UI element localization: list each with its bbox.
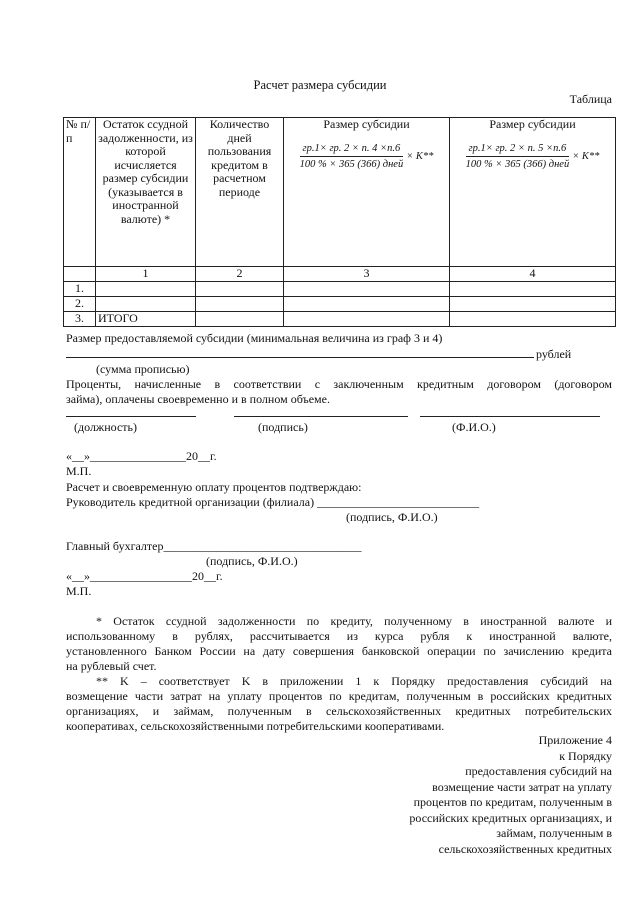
date-field-2: «__»_________________20__г. — [66, 569, 223, 583]
footnote-2 — [66, 674, 612, 734]
interest-paid-line: займа), оплачены своевременно и в полном объеме. — [66, 392, 330, 406]
appendix-line: Приложение 4 — [538, 733, 612, 747]
accountant-signature-caption: (подпись, Ф.И.О.) — [206, 554, 298, 568]
footnote-1-line: на рублевый счет. — [66, 659, 157, 673]
rubles-label: рублей — [536, 347, 572, 361]
header-balance: Остаток ссудной задолженности, из которой исчисляется размер субсидии (указывается в иностранной валюте) * — [96, 118, 196, 267]
appendix-line: российских кредитных организациях, и — [409, 810, 612, 825]
header-subsidy-3-label: Размер субсидии — [323, 117, 410, 131]
row-cell — [196, 296, 284, 311]
header-subsidy-3 — [284, 118, 450, 267]
col-number-empty — [64, 267, 96, 282]
row-num: 1. — [64, 281, 96, 296]
footnote-2-line: кооперативах, сельскохозяйственными потребительскими кооперативами. — [66, 719, 445, 733]
page-title: Расчет размера субсидии — [253, 78, 387, 92]
formula-col3-numerator: гр.1× гр. 2 × п. 4 ×п.6 — [300, 142, 404, 158]
interest-paid-line: Проценты, начисленные в соответствии с заключенным кредитным договором (договором — [66, 377, 612, 391]
stamp-place-1: М.П. — [66, 464, 92, 478]
header-num: № п/п — [64, 118, 96, 267]
appendix-line: займам, полученным в — [496, 826, 612, 840]
subsidy-table — [63, 117, 616, 327]
position-line — [66, 416, 196, 417]
interest-paid-statement — [66, 377, 612, 407]
formula-col3-factor: × K** — [406, 150, 434, 162]
header-subsidy-4 — [450, 118, 616, 267]
signature-line — [234, 416, 408, 417]
col-number: 4 — [450, 267, 616, 282]
amount-in-words-caption: (сумма прописью) — [96, 362, 190, 376]
fio-line — [420, 416, 600, 417]
formula-col4-factor: × K** — [572, 150, 600, 162]
appendix-header — [409, 733, 612, 857]
col-number: 2 — [196, 267, 284, 282]
stamp-place-2: М.П. — [66, 584, 92, 598]
confirmation-text: Расчет и своевременную оплату процентов подтверждаю: — [66, 480, 362, 494]
fio-caption: (Ф.И.О.) — [452, 420, 496, 434]
row-cell — [96, 296, 196, 311]
footnote-1-line: установленного Банком России на дату совершения банковской операции по зачислению кредита — [66, 644, 612, 658]
date-field-1: «__»________________20__г. — [66, 449, 217, 463]
table-row — [64, 311, 616, 326]
subsidy-amount-label: Размер предоставляемой субсидии (минимальная величина из граф 3 и 4) — [66, 331, 443, 345]
formula-col4-numerator: гр.1× гр. 2 × п. 5 ×п.6 — [466, 142, 570, 158]
header-days: Количество дней пользования кредитом в расчетном периоде — [196, 118, 284, 267]
table-row — [64, 296, 616, 311]
row-cell — [196, 311, 284, 326]
row-cell — [450, 281, 616, 296]
footnote-1-line: * Остаток ссудной задолженности по кредиту, полученному в иностранной валюте и — [96, 614, 612, 628]
signature-caption: (подпись) — [258, 420, 308, 434]
accountant-signature-line: Главный бухгалтер_________________________________ — [66, 539, 362, 553]
col-number: 1 — [96, 267, 196, 282]
footnote-2-line: организациях, и займам, полученным в сельскохозяйственных кредитных потребительских — [66, 704, 612, 718]
appendix-line: к Порядку — [559, 748, 612, 763]
head-signature-line: Руководитель кредитной организации (филиала) ___________________________ — [66, 495, 480, 509]
formula-col3-denominator: 100 % × 365 (366) дней — [299, 159, 404, 170]
formula-col4-denominator: 100 % × 365 (366) дней — [465, 159, 570, 170]
footnote-1-line: использованному в рублях, рассчитывается из курса рубля к иностранной валюте, — [66, 629, 612, 643]
row-total-label: ИТОГО — [96, 311, 196, 326]
table-row — [64, 281, 616, 296]
row-cell — [284, 281, 450, 296]
table-label: Таблица — [569, 92, 612, 106]
head-signature-caption: (подпись, Ф.И.О.) — [346, 510, 438, 524]
appendix-line: процентов по кредитам, полученным в — [413, 795, 612, 809]
col-number: 3 — [284, 267, 450, 282]
row-num: 2. — [64, 296, 96, 311]
row-cell — [284, 296, 450, 311]
amount-line — [66, 357, 534, 358]
row-cell — [96, 281, 196, 296]
appendix-line: сельскохозяйственных кредитных — [438, 841, 612, 856]
row-cell — [196, 281, 284, 296]
footnote-2-line: возмещение части затрат на уплату процентов по кредитам, полученным в российских кредитных — [66, 689, 612, 703]
appendix-line: возмещение части затрат на уплату — [432, 779, 612, 794]
appendix-line: предоставления субсидий на — [465, 764, 612, 778]
row-cell — [450, 311, 616, 326]
footnote-1 — [66, 614, 612, 674]
position-caption: (должность) — [74, 420, 137, 434]
formula-col4 — [452, 142, 613, 172]
row-num: 3. — [64, 311, 96, 326]
header-subsidy-4-label: Размер субсидии — [489, 117, 576, 131]
formula-col3 — [286, 142, 447, 172]
row-cell — [450, 296, 616, 311]
footnote-2-line: ** K – соответствует K в приложении 1 к Порядку предоставления субсидий на — [96, 674, 612, 688]
row-cell — [284, 311, 450, 326]
